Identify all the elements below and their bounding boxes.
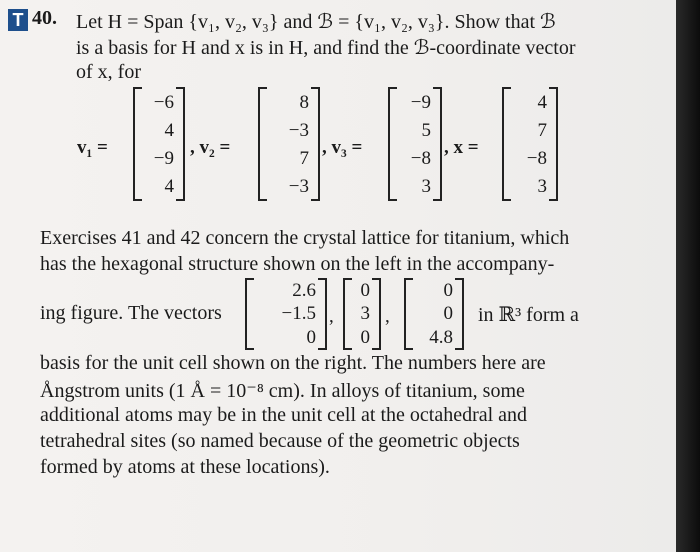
vector-label-v1: v₁ =: [77, 137, 108, 158]
matrix-cell: 8: [299, 91, 309, 113]
lattice-vector-2: [343, 279, 381, 349]
problem-number: 40.: [32, 7, 57, 29]
matrix-cell: −8: [526, 147, 547, 169]
lattice-vector-1: [245, 279, 327, 349]
matrix-cell: −1.5: [281, 303, 316, 325]
tech-badge-icon: T: [8, 9, 28, 31]
matrix-cell: 7: [299, 147, 309, 169]
matrix-cell: 3: [421, 175, 431, 197]
problem-line-3: of x, for: [76, 61, 141, 83]
problem-line-1: Let H = Span {v₁, v₂, v₃} and ℬ = {v₁, v₂, v₃}. Show that ℬ: [76, 11, 556, 33]
exercise-line-3-pre: ing figure. The vectors: [40, 302, 222, 324]
matrix-cell: −6: [153, 91, 174, 113]
exercise-line-8: formed by atoms at these locations).: [40, 456, 330, 478]
vector-label-x: , x =: [444, 137, 479, 158]
matrix-cell: −9: [153, 147, 174, 169]
matrix-cell: 4: [164, 119, 174, 141]
matrix-v3: [388, 88, 442, 200]
matrix-cell: 0: [360, 280, 370, 302]
vector-label-v3: , v₃ =: [322, 137, 363, 158]
matrix-cell: 4: [164, 175, 174, 197]
lattice-vector-3: [404, 279, 464, 349]
matrix-cell: 0: [443, 303, 453, 325]
matrix-cell: −3: [288, 175, 309, 197]
matrix-cell: 4.8: [429, 326, 453, 348]
matrix-cell: 0: [360, 326, 370, 348]
problem-line-2: is a basis for H and x is in H, and find the ℬ-coordinate vector: [76, 37, 576, 59]
matrix-cell: 7: [537, 119, 547, 141]
matrix-cell: 0: [443, 280, 453, 302]
matrix-cell: 4: [537, 91, 547, 113]
exercise-line-1: Exercises 41 and 42 concern the crystal lattice for titanium, which: [40, 227, 570, 249]
page-edge-shadow: [676, 0, 700, 552]
exercise-line-5: Ångstrom units (1 Å = 10⁻⁸ cm). In alloys of titanium, some: [40, 380, 525, 402]
matrix-x: [502, 88, 558, 200]
exercise-line-6: additional atoms may be in the unit cell at the octahedral and: [40, 404, 528, 426]
matrix-cell: −8: [410, 147, 431, 169]
exercise-line-3-post: in ℝ³ form a: [478, 304, 579, 326]
matrix-cell: −3: [288, 119, 309, 141]
matrix-v2: [258, 88, 320, 200]
vector-separator: ,: [385, 306, 390, 327]
vector-separator: ,: [329, 306, 334, 327]
exercise-line-2: has the hexagonal structure shown on the left in the accompany-: [40, 253, 555, 275]
matrix-v1: [133, 88, 185, 200]
exercise-line-4: basis for the unit cell shown on the right. The numbers here are: [40, 352, 546, 374]
vector-label-v2: , v₂ =: [190, 137, 231, 158]
matrix-cell: 5: [421, 119, 431, 141]
exercise-line-7: tetrahedral sites (so named because of the geometric objects: [40, 430, 520, 452]
matrix-cell: 3: [537, 175, 547, 197]
matrix-cell: 0: [306, 326, 316, 348]
matrix-cell: 3: [360, 303, 370, 325]
matrix-cell: −9: [410, 91, 431, 113]
matrix-cell: 2.6: [292, 280, 316, 302]
